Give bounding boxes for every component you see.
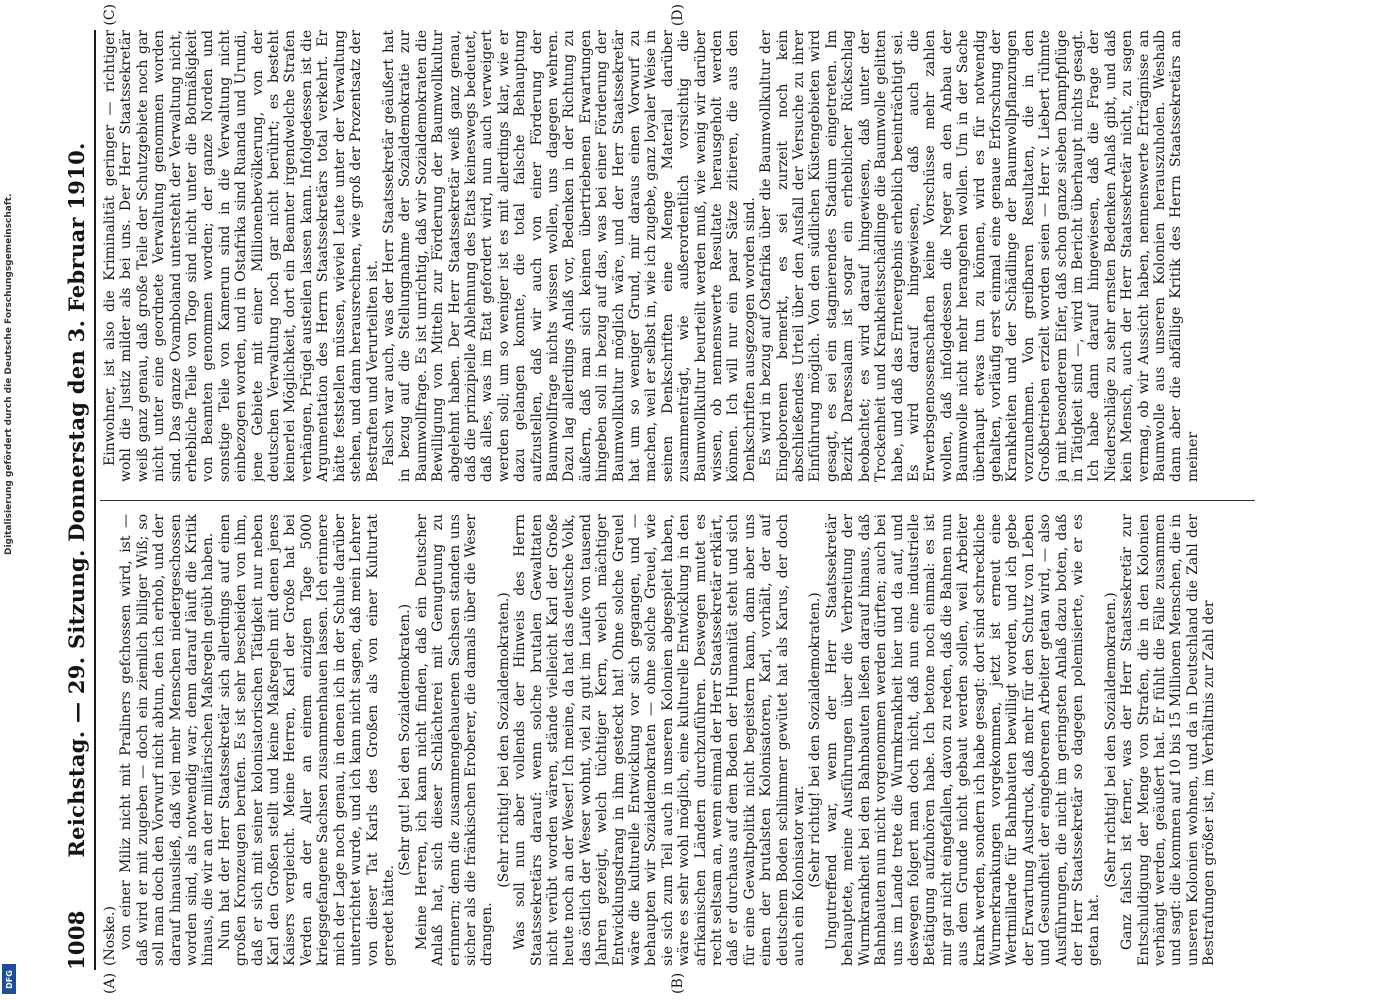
interjection: (Sehr gut! bei den Sozialdemokraten.) — [397, 603, 414, 877]
interjection: (Sehr richtig! bei den Sozialdemokraten.) — [807, 592, 824, 888]
page-number: 1008 — [64, 910, 89, 970]
dfg-logo — [2, 964, 16, 994]
header-rule — [94, 30, 96, 970]
text-column-right — [102, 30, 1260, 482]
paragraph: Nun hat der Herr Staatssekretär sich allerdings auf einen großen Kronzeugen berufen. Es ist sehr bescheiden von ihm, daß er sich mit seiner kolonisatorischen Tätigkeit nur neben Karl den Großen stellt und keine Maßregeln mit denen jenes Kaisers vergleicht. Meine Herren, Karl der Große hat bei Verden an der Aller an einem einzigen Tage 5000 kriegsgefangene Sachsen zusammenhauen lassen. Ich erinnere mich der Lage noch genau, in denen ich in der Schule darüber unterrichtet wurde, und ich kann nicht sagen, daß mein Lehrer von dieser Tat Karls des Großen als von einer Kulturtat geredet hätte. — [216, 514, 397, 966]
margin-marker-b: (B) — [670, 972, 686, 994]
column-divider — [100, 500, 1255, 501]
interjection: (Sehr richtig! bei den Sozialdemokraten.) — [1102, 592, 1119, 888]
paragraph: Einwohner, ist also die Kriminalität geringer — richtiger wohl die Justiz milder als bei uns. Der Herr Staatssekretär weiß ganz genau, daß große Teile der Schutzgebiete noch gar nicht unter eine geordnete Verwaltung genommen worden sind. Das ganze Ovamboland untersteht der Verwaltung nicht, erhebliche Teile von Togo sind nicht unter die Botmäßigkeit von Beamten genommen worden; der ganze Norden und sonstige Teile von Kamerun sind in die Verwaltung nicht einbezogen worden, und in Ostafrika sind Ruanda und Urundi, jene Gebiete mit einer Millionenbevölkerung, von der deutschen Verwaltung noch gar nicht berührt; es besteht keinerlei Möglichkeit, dort ein Beamter irgendwelche Strafen verhängen, Prügel austeilen lassen kann. Infolgedessen ist die Argumentation des Herrn Staatssekretärs total verkehrt. Er hätte feststellen müssen, wieviel Leute unter der Verwaltung stehen, und dann herausrechnen, wie groß der Prozentsatz der Bestraften und Verurteilten ist. — [102, 30, 381, 482]
interjection: (Sehr richtig! bei den Sozialdemokraten.) — [495, 592, 512, 888]
text-column-left — [102, 514, 1260, 966]
running-head: Reichstag. — 29. Sitzung. Donnerstag den 3. Februar 1910. — [64, 142, 89, 858]
paragraph: von einer Miliz nicht mit Praliners gefchossen wird, ist — daß wird er mit zugeben — doch ein ziemlich billiger Wiß; so soll man doch den Vorwurf nicht abtun, den ich erhob, und der darauf hinausließ, daß viel mehr Menschen niedergeschossen worden sind, als notwendig war; denn darauf läuft die Kritik hinaus, die wir an der militärischen Maßregeln geübt haben. — [118, 514, 217, 966]
dfg-logo-text: DFG — [4, 969, 14, 989]
paragraph: Ganz falsch ist ferner, was der Herr Staatssekretär zur Entschuldigung der Menge von Strafen, die in den Kolonien verhängt werden, geäußert hat. Er fühlt die Fälle zusammen und sagt: die kommen auf 10 bis 15 Millionen Menschen, die in unseren Kolonien wohnen, und da in Deutschland die Zahl der Bestrafungen größer ist, im Verhältnis zur Zahl der — [1119, 514, 1218, 966]
speaker-name: (Noske.) — [102, 905, 118, 966]
digitization-note: Digitalisierung gefördert durch die Deutsche Forschungsgemeinschaft. — [4, 193, 14, 555]
paragraph: Es wird in bezug auf Ostafrika über die Baumwollkultur der Eingeborenen bemerkt, es sei zurzeit noch kein abschließendes Urteil über den Ausfall der Versuche zu ihrer Einführung möglich. Von den südlichen Küstengebieten wird gesagt, es sei ein stagnierendes Stadium eingetreten. Im Bezirk Daressalam ist sogar ein erheblicher Rückschlag beobachtet; es wird darauf hingewiesen, daß unter der Trockenheit und Krankheitsschädlinge die Baumwolle gelitten habe, und daß das Ernteergebnis erheblich beeinträchtigt sei. Es wird darauf hingewiesen, daß auch die Erwerbsgenossenschaften keine Vorschüsse mehr zahlen wollen, daß infolgedessen die Neger an den Anbau der Baumwolle nicht mehr herangehen wollen. Um in der Sache überhaupt etwas tun zu können, wird es für notwendig gehalten, vorläufig erst einmal eine genaue Erforschung der Krankheiten und der Schädlinge der Baumwollpflanzungen vorzunehmen. Von greifbaren Resultaten, die in den Großbetrieben erzielt worden seien — Herr v. Liebert rühmte ja mit besonderem Eifer, daß schon ganze sieben Dampfpflüge in Tätigkeit sind —, wird im Bericht überhaupt nichts gesagt. Ich habe dann darauf hingewiesen, daß die Frage der Niederschläge zu sehr ernsten Bedenken Anlaß gibt, und daß kein Mensch, auch der Herr Staatssekretär nicht, zu sagen vermag, ob wir Aussicht haben, nennenswerte Erträgnisse an Baumwolle aus unseren Kolonien herauszuholen. Weshalb dann aber die abfällige Kritik des Herrn Staatssekretärs an meiner — [758, 30, 1201, 482]
margin-marker-a: (A) — [102, 972, 118, 994]
page-header — [64, 30, 92, 970]
paragraph: Falsch war auch, was der Herr Staatssekretär geäußert hat in bezug auf die Stellungnahme der Sozialdemokratie zur Baumwollfrage. Es ist unrichtig, daß wir Sozialdemokraten die Bewilligung von Mitteln zur Förderung der Baumwollkultur abgelehnt haben. Der Herr Staatssekretär weiß ganz genau, daß die prinzipielle Ablehnung des Etats keineswegs bedeutet, daß alles, was im Etat gefordert wird, nun auch verweigert werden soll; um so weniger ist es mit allerdings klar, wie er dazu gelangen konnte, die total falsche Behauptung aufzustellen, daß wir auch von einer Förderung der Baumwollfrage nichts wissen wollen, uns dagegen wehren. Dazu lag allerdings Anlaß vor, Bedenken in der Richtung zu äußern, daß man sich keinen übertriebenen Erwartungen hingeben soll in bezug auf das, was bei einer Förderung der Baumwollkultur möglich wäre, und der Herr Staatssekretär hat um so weniger Grund, mir daraus einen Vorwurf zu machen, weil er selbst in, wie ich zugebe, ganz loyaler Weise in seinen Denkschriften eine Menge Material darüber zusammenträgt, wie außerordentlich vorsichtig die Baumwollkultur beurteilt werden muß, wie wenig wir darüber wissen, ob nennenswerte Resultate herausgeholt werden können. Ich will nur ein paar Sätze zitieren, die aus den Denkschriften ausgezogen worden sind. — [380, 30, 758, 482]
margin-marker-c: (C) — [102, 4, 118, 26]
paragraph: Ungutreffend war, wenn der Herr Staatssekretär behauptete, meine Ausführungen über die Verbreitung der Wurmkrankheit bei den Bahnbauten ließen darauf hinaus, daß Bahnbauten nun nicht vorgenommen werden dürften; auch bei uns im Lande trete die Wurmkrankheit hier und da auf, und deswegen folgert man doch nicht, daß nun eine industrielle Betätigung aufzuhören habe. Ich betone noch einmal: es ist mir gar nicht eingefallen, davon zu reden, daß die Bahnen nun aus dem Grunde nicht gebaut werden sollen, weil Arbeiter krank werden, sondern ich habe gesagt: dort sind schreckliche Wurmerkrankungen vorgekommen, jetzt ist erneut eine Wertmillarde für Bahnbauten bewilligt worden, und ich gebe der Erwartung Ausdruck, daß mehr für den Schutz von Leben und Gesundheit der eingeborenen Arbeiter getan wird, — also Ausführungen, die nicht im geringsten Anlaß dazu boten, daß der Herr Staatssekretär so dagegen polemisierte, wie er es getan hat. — [823, 514, 1103, 966]
rotated-page-scan — [50, 0, 1300, 1000]
paragraph: Meine Herren, ich kann nicht finden, daß ein Deutscher Anlaß hat, sich dieser Schlächterei mit Genugtuung zu erinnern; denn die zusammengehauenen Sachsen standen uns sicher als die fränkischen Eroberer, die damals über die Weser drangen. — [413, 514, 496, 966]
margin-marker-d: (D) — [670, 4, 686, 27]
paragraph: Was soll nun aber vollends der Hinweis des Herrn Staatssekretärs darauf: wenn solche brutalen Gewalttaten nicht verübt worden wären, stände vielleicht Karl der Große heute noch an der Weser! Ich meine, da hat das deutsche Volk, das östlich der Weser wohnt, viel zu gut im Laufe von tausend Jahren gezeigt, welch tüchtiger Kern, welch mächtiger Entwicklungsdrang in ihm gesteckt hat! Ohne solche Greuel wäre die kulturelle Entwicklung vor sich gegangen, und — behaupten wir Sozialdemokraten — ohne solche Greuel, wie sie sich zum Teil auch in unseren Kolonien abgespielt haben, wäre es sehr wohl möglich, eine kulturelle Entwicklung in den afrikanischen Ländern durchzuführen. Deswegen mutet es recht seltsam an, wenn einmal der Herr Staatssekretär erklärt, daß er durchaus auf dem Boden der Humanität steht und sich für eine Gewaltpolitik nicht begeistern kann, dann aber uns einen der brutalsten Kolonisatoren, Karl, vorhält, der auf deutschem Boden schlimmer gewütet hat als Karus, der doch auch ein Kolonisator war. — [512, 514, 808, 966]
